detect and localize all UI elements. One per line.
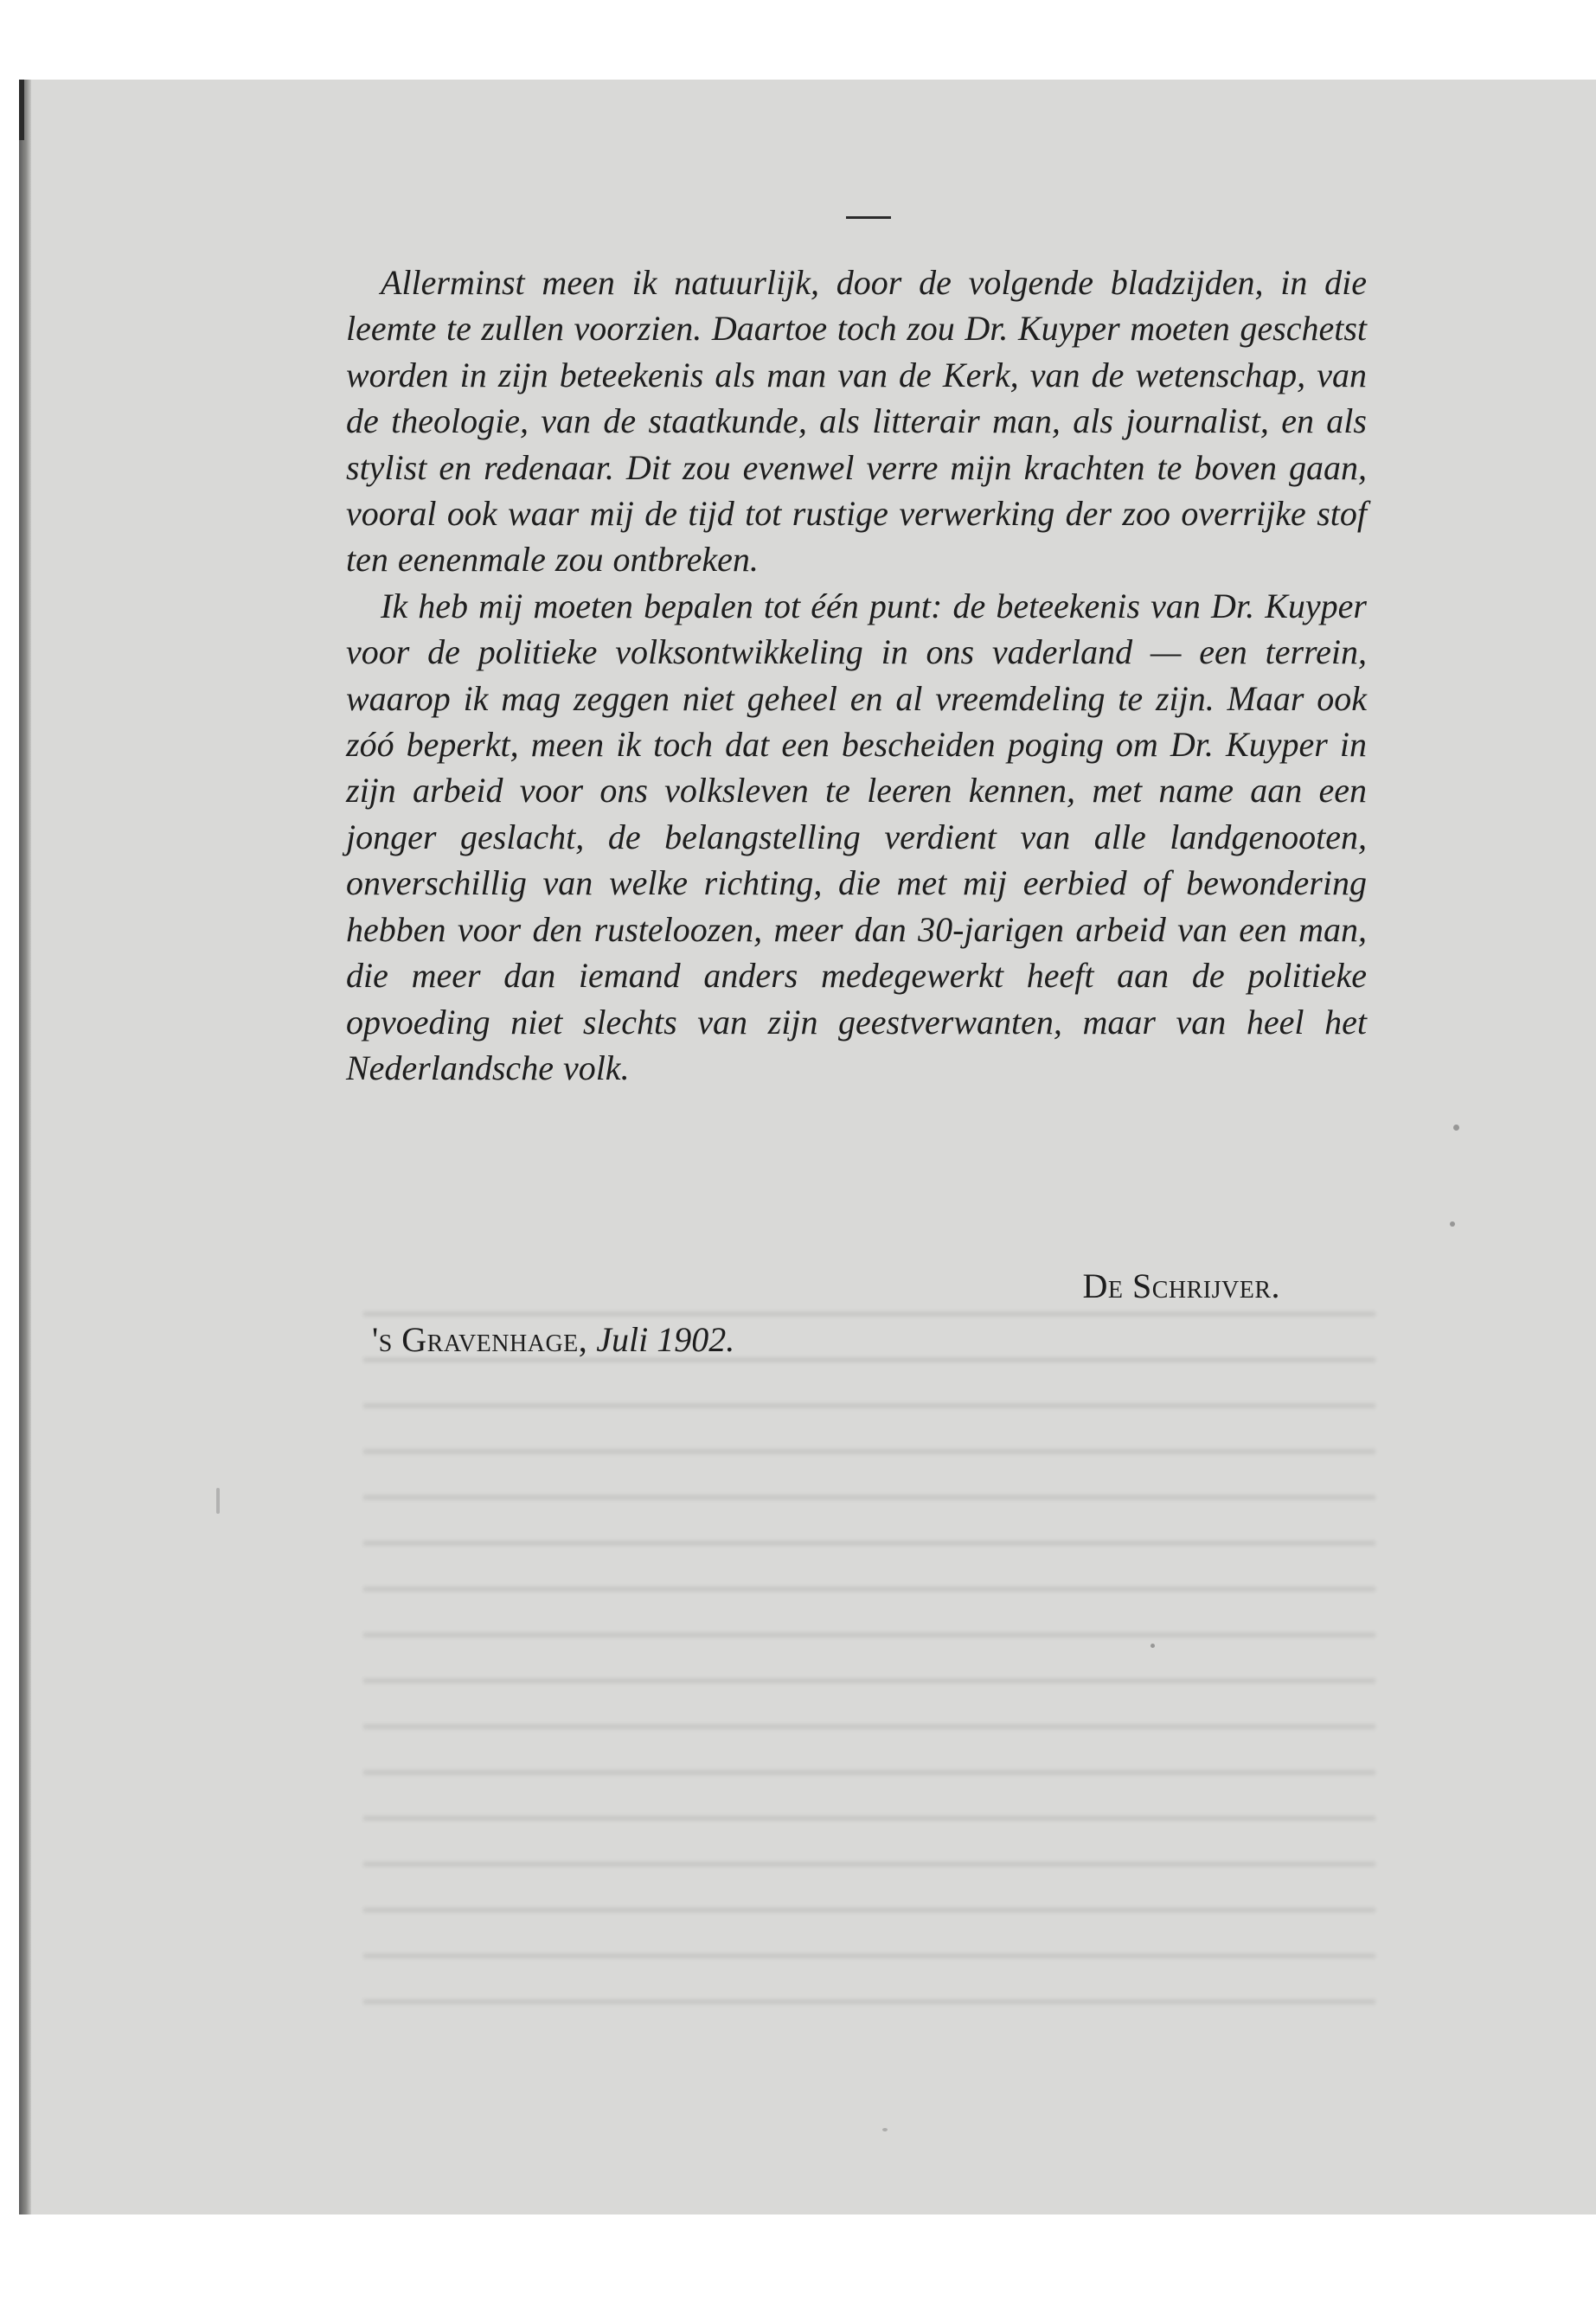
paragraph-1: Allerminst meen ik natuurlijk, door de volgende bladzijden, in die leemte te zullen voorzien. Daartoe toch zou Dr. Kuyper moeten geschetst worden in zijn beteekenis als man van de Kerk, van de wetenschap, van de theologie, van de staatkunde, als litterair man, als journalist, en als stylist en redenaar. Dit zou evenwel verre mijn krachten te boven gaan, vooral ook waar mij de tijd tot rustige verwerking der zoo overrijke stof ten eenenmale zou ontbreken. [346, 263, 1367, 580]
show-through-text [363, 1280, 1375, 2024]
paper-speck [882, 2128, 888, 2131]
place-and-date [372, 1317, 734, 1362]
paper-speck [1450, 1221, 1455, 1227]
binding-shadow [19, 80, 24, 140]
date-text: Juli 1902. [596, 1320, 735, 1359]
place-name: 's Gravenhage, [372, 1320, 588, 1359]
paper-speck [1151, 1644, 1155, 1648]
paragraph-2: Ik heb mij moeten bepalen tot één punt: de beteekenis van Dr. Kuyper voor de politieke volksontwikkeling in ons vaderland — een terrein, waarop ik mag zeggen niet geheel en al vreemdeling te zijn. Maar ook zóó beperkt, meen ik toch dat een bescheiden poging om Dr. Kuyper in zijn arbeid voor ons volksleven te leeren kennen, met name aan een jonger geslacht, de belangstelling verdient van alle landgenooten, onverschillig van welke richting, die met mij eerbied of bewondering hebben voor den rusteloozen, meer dan 30-jarigen arbeid van een man, die meer dan iemand anders medegewerkt heeft aan de politieke opvoeding niet slechts van zijn geestverwanten, maar van heel het Nederlandsche volk. [346, 586, 1367, 1087]
preface-body [346, 260, 1367, 1091]
paper-speck [1453, 1125, 1459, 1131]
binding-edge [19, 80, 31, 2214]
header-dash [846, 216, 891, 219]
paper-speck [216, 1488, 220, 1514]
author-signature: De Schrijver. [1082, 1266, 1280, 1305]
